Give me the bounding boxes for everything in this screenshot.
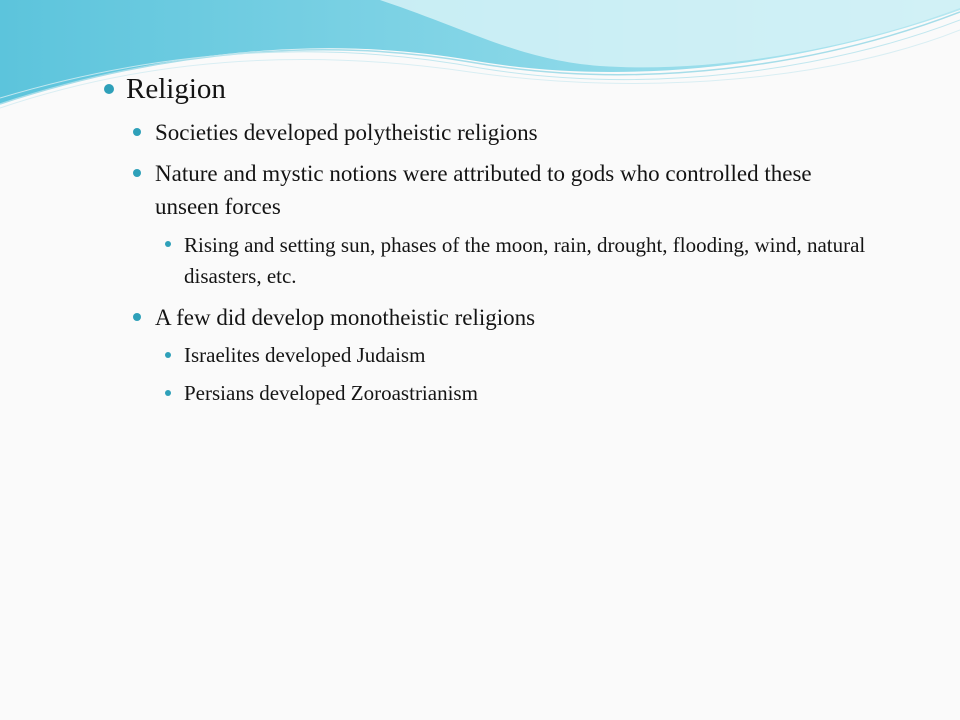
bullet-icon — [133, 128, 141, 136]
sub-bullet-item-3: Persians developed Zoroastrianism — [184, 381, 478, 405]
bullet-item-1: Societies developed polytheistic religions — [155, 120, 538, 145]
heading-bullet-icon — [104, 84, 114, 94]
slide-heading: Religion — [126, 73, 226, 105]
bullet-icon — [133, 313, 141, 321]
bullet-icon — [165, 390, 171, 396]
bullet-item-3: A few did develop monotheistic religions — [155, 305, 536, 330]
bullet-icon — [133, 169, 141, 177]
sub-bullet-item-2: Israelites developed Judaism — [184, 343, 426, 367]
sub-bullet-item-1: Rising and setting sun, phases of the moon, rain, drought, flooding, wind, natural disasters, etc. — [184, 233, 866, 288]
bullet-icon — [165, 241, 171, 247]
bullet-item-2: Nature and mystic notions were attributed to gods who controlled these unseen forces — [155, 161, 812, 219]
bullet-icon — [165, 352, 171, 358]
